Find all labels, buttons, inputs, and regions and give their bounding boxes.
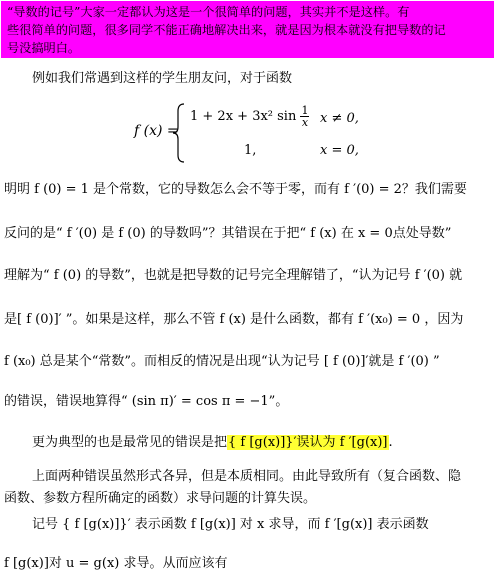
- para2: [32, 434, 393, 452]
- para1-line-6: 的错误，错误地算得“ (sin π)′ = cos π = −1”。: [4, 394, 289, 409]
- para2-highlight: { f [g(x)]}′误认为 f ′[g(x)]: [228, 435, 388, 450]
- intro-line-2: 些很简单的问题，很多同学不能正确地解决出来，就是因为根本就没有把导数的记: [7, 23, 446, 37]
- case-2-expression: 1,: [244, 143, 257, 158]
- fraction-numerator: 1: [301, 104, 309, 117]
- para2-prefix: 更为典型的也是最常见的错误是把: [32, 435, 228, 450]
- para3-line-1: 上面两种错误虽然形式各异，但是本质相同。由此导致所有（复合函数、隐: [32, 469, 462, 484]
- para4-line-1: 记号 { f [g(x)]}′ 表示函数 f [g(x)] 对 x 求导，而 f ′[g(x)] 表示函数: [32, 517, 429, 532]
- intro-line-3: 号没搞明白。: [7, 41, 81, 55]
- left-brace-icon: [172, 103, 186, 163]
- intro-highlight-box: [1, 1, 494, 58]
- example-intro: 例如我们常遇到这样的学生朋友问，对于函数: [32, 71, 293, 86]
- para1-line-2: 反问的是“ f ′(0) 是 f (0) 的导数吗”？其错误在于把“ f (x) 在 x = 0点处导数”: [4, 226, 452, 241]
- case-1-fraction: [300, 105, 309, 128]
- fraction-denominator: x: [301, 116, 309, 129]
- case-1-condition: x ≠ 0,: [320, 111, 359, 126]
- piecewise-formula: [134, 103, 374, 163]
- para3-line-2: 函数、参数方程所确定的函数）求导问题的计算失误。: [4, 491, 317, 506]
- para2-suffix: .: [388, 435, 393, 450]
- case-1-expression: [190, 105, 309, 128]
- case-2-condition: x = 0,: [320, 143, 359, 158]
- para1-line-1: 明明 f (0) = 1 是个常数，它的导数怎么会不等于零，而有 f ′(0) = 2？我们需要: [4, 182, 467, 197]
- case-1-expr: 1 + 2x + 3x² sin: [190, 109, 297, 124]
- para1-line-5: f (x₀) 总是某个“常数”。而相反的情况是出现“认为记号 [ f (0)]′就是 f ′(0) ”: [4, 354, 440, 369]
- para4-line-2: f [g(x)]对 u = g(x) 求导。从而应该有: [4, 556, 228, 571]
- para1-line-4: 是[ f (0)]′ ”。如果是这样，那么不管 f (x) 是什么函数，都有 f ′(x₀) = 0 ，因为: [4, 312, 464, 327]
- para1-line-3: 理解为“ f (0) 的导数”，也就是把导数的记号完全理解错了，“认为记号 f ′(0) 就: [4, 268, 463, 283]
- formula-lhs: f (x) =: [134, 123, 179, 139]
- intro-line-1: “导数的记号”大家一定都认为这是一个很简单的问题，其实并不是这样。有: [7, 5, 410, 19]
